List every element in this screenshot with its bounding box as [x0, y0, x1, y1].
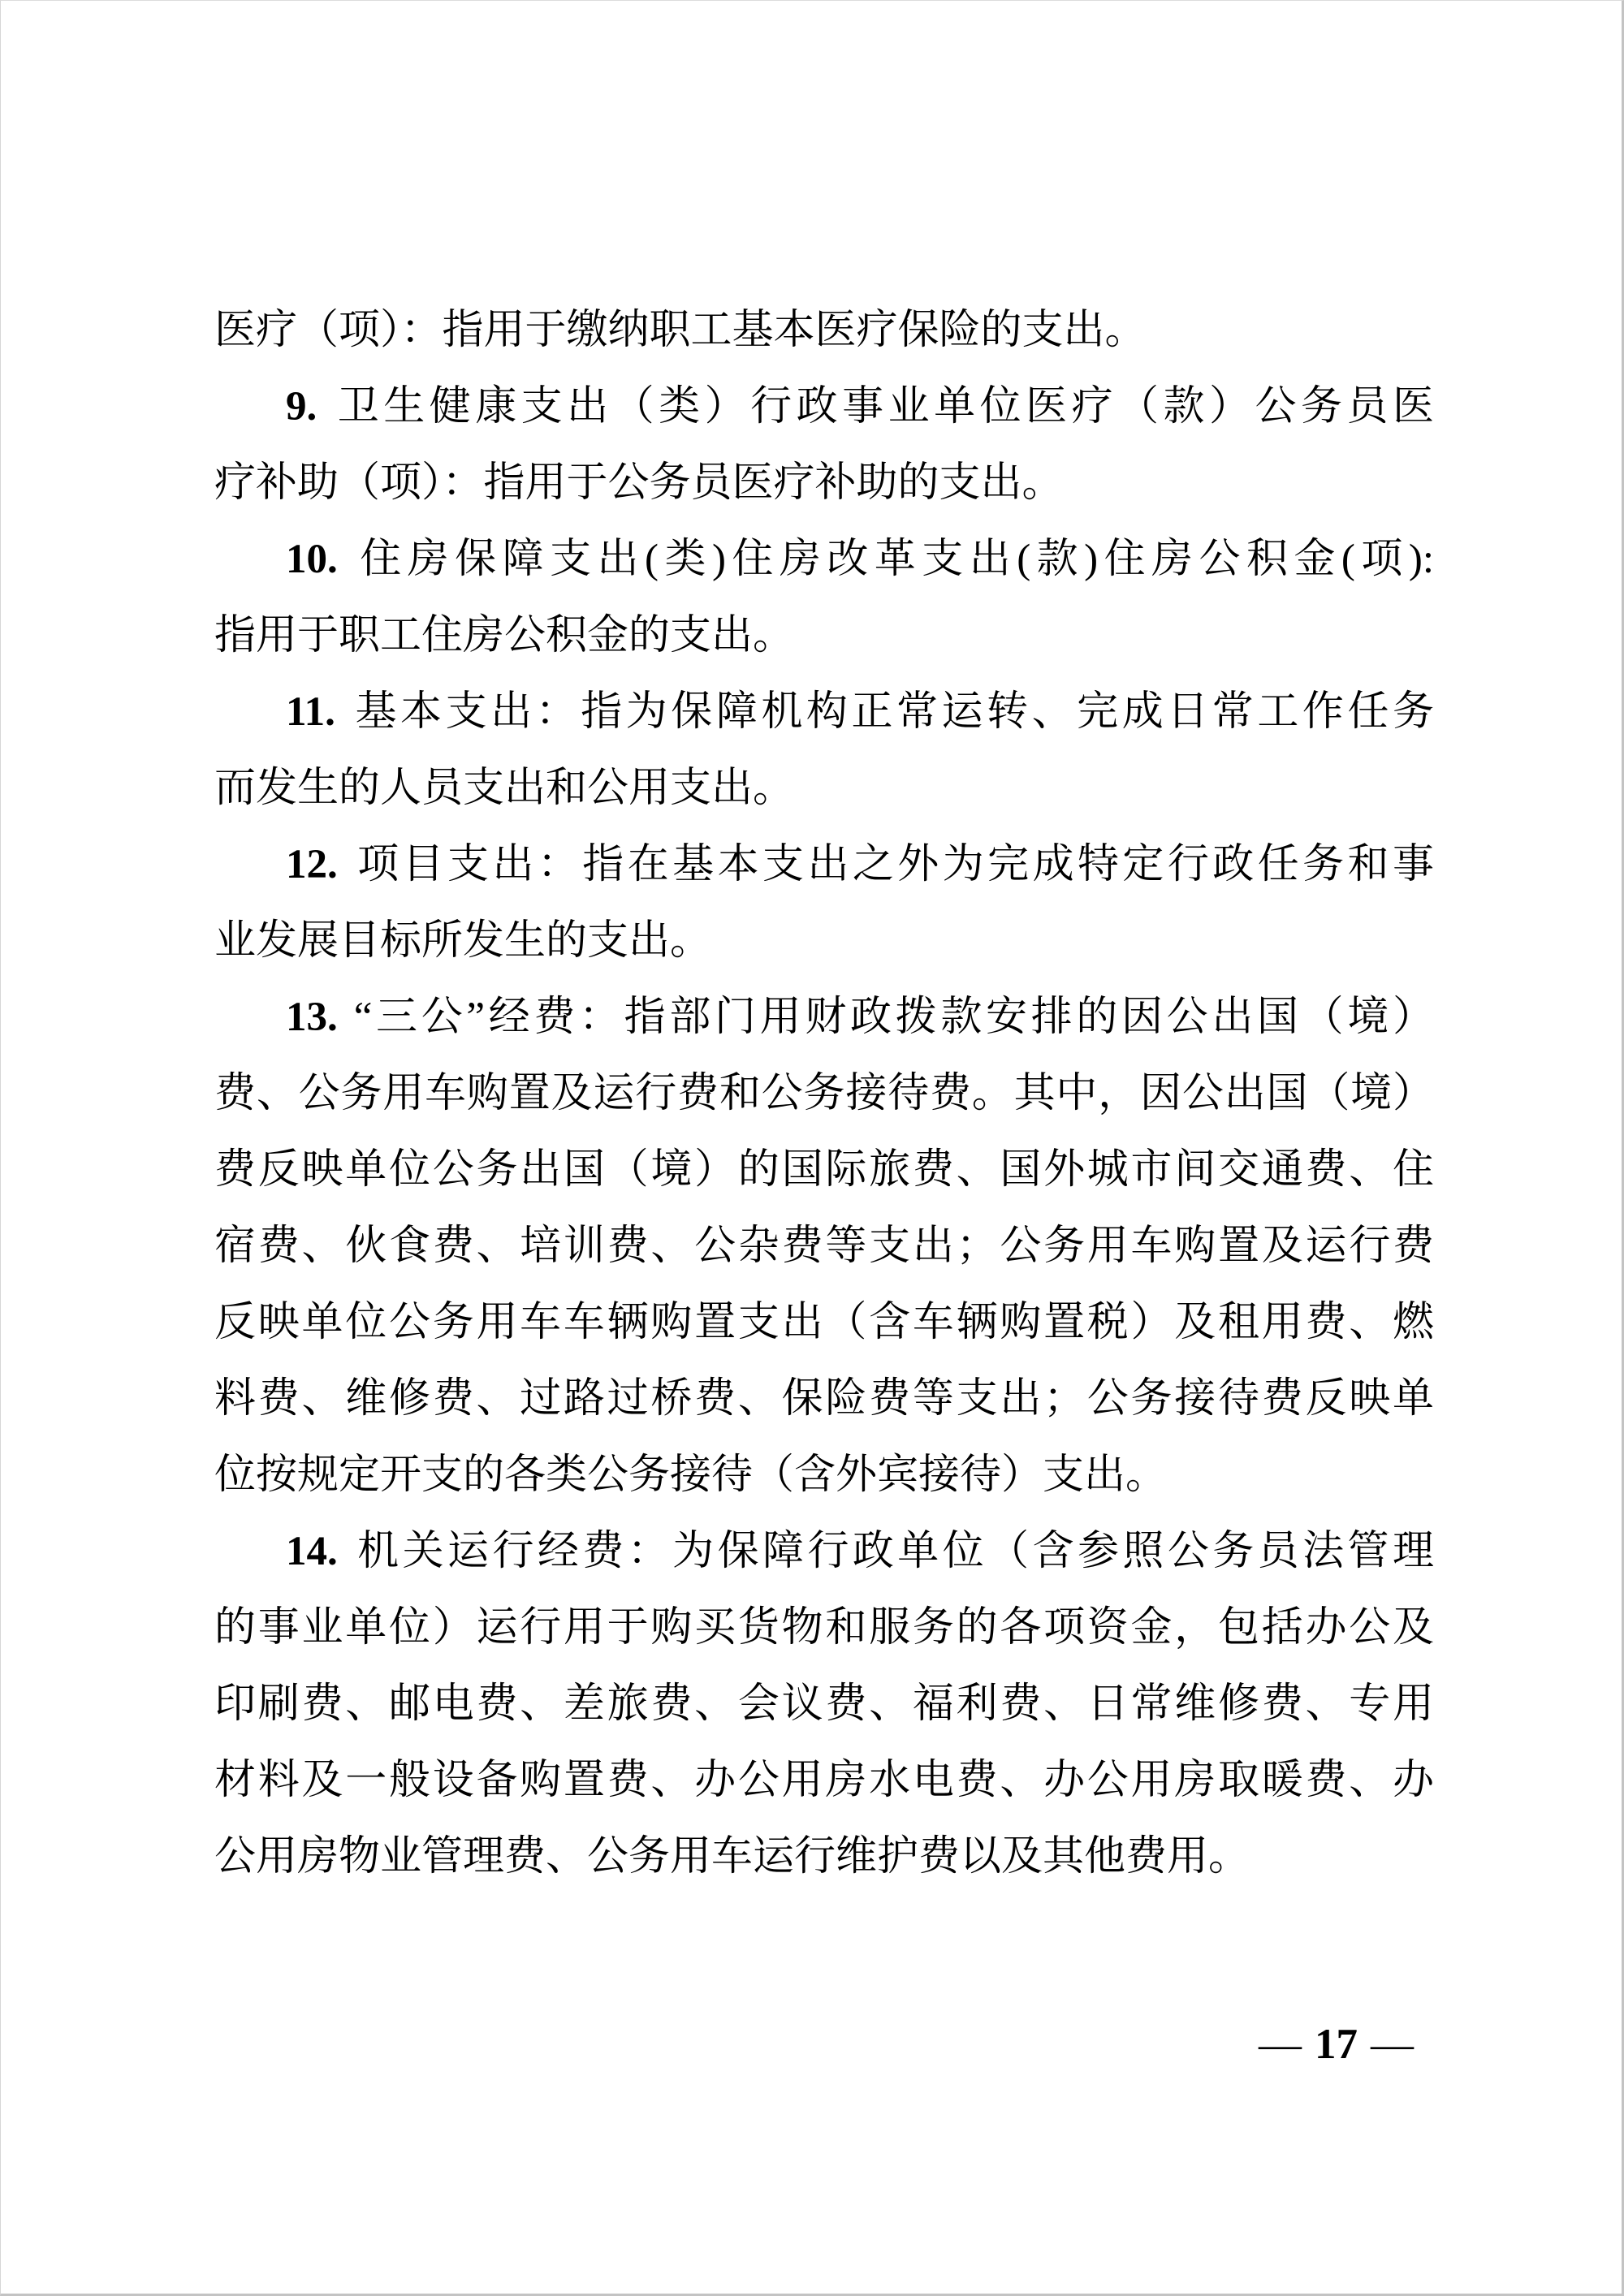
page-number-right-dash: — [1371, 2021, 1414, 2068]
text-line [214, 903, 1434, 979]
line-text: 材料及一般设备购置费、办公用房水电费、办公用房取暖费、办 [214, 1758, 1434, 1803]
line-text: 费、公务用车购置及运行费和公务接待费。其中，因公出国（境） [214, 1071, 1434, 1116]
line-text: 宿费、伙食费、培训费、公杂费等支出；公务用车购置及运行费 [214, 1224, 1434, 1269]
line-text: 业发展目标所发生的支出。 [214, 918, 712, 964]
text-line [214, 1819, 1434, 1895]
line-text: “三公”经费：指部门用财政拨款安排的因公出国（境） [353, 995, 1434, 1040]
text-line [214, 598, 1434, 674]
item-number: 14. [286, 1529, 338, 1574]
line-text: 卫生健康支出（类）行政事业单位医疗（款）公务员医 [333, 384, 1434, 429]
text-line [214, 369, 1434, 445]
item-number: 9. [286, 384, 317, 429]
line-text: 位按规定开支的各类公务接待（含外宾接待）支出。 [214, 1452, 1168, 1498]
text-line [214, 1208, 1434, 1284]
line-text: 料费、维修费、过路过桥费、保险费等支出；公务接待费反映单 [214, 1376, 1434, 1422]
item-number: 10. [286, 537, 338, 582]
line-text: 的事业单位）运行用于购买货物和服务的各项资金，包括办公及 [214, 1605, 1434, 1651]
text-line [214, 521, 1434, 598]
line-text: 机关运行经费：为保障行政单位（含参照公务员法管理 [353, 1529, 1434, 1574]
item-number: 12. [286, 842, 338, 887]
text-line [214, 1590, 1434, 1666]
text-line [214, 1361, 1434, 1437]
line-text: 项目支出：指在基本支出之外为完成特定行政任务和事 [353, 842, 1434, 887]
page-number-value: 17 [1315, 2021, 1358, 2068]
text-line [214, 979, 1434, 1055]
text-line [214, 1132, 1434, 1208]
text-line [214, 1055, 1434, 1132]
line-text: 基本支出：指为保障机构正常运转、完成日常工作任务 [351, 689, 1434, 735]
text-line [214, 292, 1434, 369]
line-text: 印刷费、邮电费、差旅费、会议费、福利费、日常维修费、专用 [214, 1681, 1434, 1727]
line-text: 指用于职工住房公积金的支出。 [214, 613, 795, 658]
line-text: 住房保障支出(类)住房改革支出(款)住房公积金(项): [353, 537, 1434, 582]
item-number: 11. [286, 689, 335, 735]
item-number: 13. [286, 995, 338, 1040]
text-line [214, 826, 1434, 903]
line-text: 疗补助（项）：指用于公务员医疗补助的支出。 [214, 460, 1064, 506]
text-line [214, 1513, 1434, 1590]
text-line [214, 1742, 1434, 1819]
line-text: 反映单位公务用车车辆购置支出（含车辆购置税）及租用费、燃 [214, 1300, 1434, 1345]
text-line [214, 1284, 1434, 1361]
line-text: 医疗（项）：指用于缴纳职工基本医疗保险的支出。 [214, 308, 1147, 353]
text-line [214, 1666, 1434, 1742]
page-number-left-dash: — [1259, 2021, 1302, 2068]
text-line [214, 1437, 1434, 1513]
page-number [1259, 2019, 1414, 2069]
line-text: 费反映单位公务出国（境）的国际旅费、国外城市间交通费、住 [214, 1147, 1434, 1193]
document-body [214, 292, 1434, 1895]
text-line [214, 750, 1434, 826]
text-line [214, 674, 1434, 750]
line-text: 公用房物业管理费、公务用车运行维护费以及其他费用。 [214, 1834, 1250, 1880]
line-text: 而发生的人员支出和公用支出。 [214, 766, 795, 811]
text-line [214, 445, 1434, 521]
